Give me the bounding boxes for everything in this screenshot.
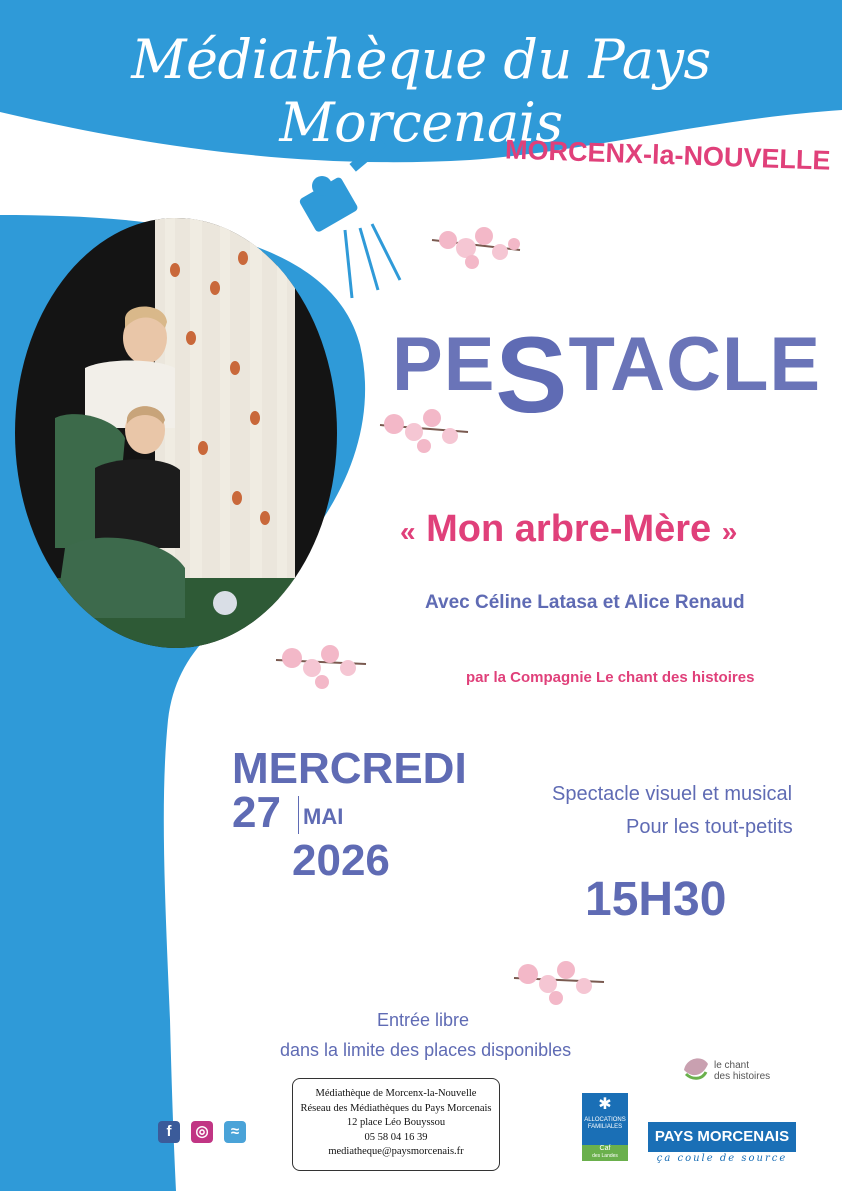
pays-morcenais-tagline: ça coule de source <box>656 1153 788 1164</box>
date-month: MAI <box>303 804 344 829</box>
date-day: 27 <box>232 788 281 837</box>
blossom-branch-4 <box>514 961 604 1005</box>
chant-line1: le chant <box>714 1060 750 1071</box>
address-line4: 05 58 04 16 39 <box>364 1131 428 1143</box>
event-title-big-letter: S <box>495 314 569 435</box>
address-line1: Médiathèque de Morcenx-la-Nouvelle <box>315 1088 477 1099</box>
social-other-icon[interactable]: ≈ <box>224 1121 246 1143</box>
description-line1: Spectacle visuel et musical <box>552 783 793 805</box>
projector-icon <box>298 138 400 298</box>
chant-des-histoires-logo <box>714 1060 770 1082</box>
caf-sub: des Landes <box>592 1153 618 1159</box>
company-line: par la Compagnie Le chant des histoires <box>466 669 755 686</box>
address-email: mediatheque@paysmorcenais.fr <box>328 1146 464 1157</box>
address-box <box>292 1078 500 1171</box>
show-title <box>400 508 737 551</box>
caf-logo <box>582 1093 628 1161</box>
event-time: 15H30 <box>585 873 727 926</box>
date-divider <box>298 796 299 834</box>
blossom-branch-3 <box>276 645 366 689</box>
event-title-part1: PE <box>392 322 496 407</box>
header-title: Médiathèque du Pays Morcenais <box>131 28 711 154</box>
show-title-text: Mon arbre-Mère <box>415 508 722 550</box>
open-quote: « <box>400 516 416 547</box>
town-name: MORCENX-la-NOUVELLE <box>504 134 831 176</box>
date-weekday: MERCREDI <box>232 744 467 793</box>
caf-name: Caf <box>599 1145 611 1152</box>
entry-line1: Entrée libre <box>377 1010 470 1030</box>
address-line3: 12 place Léo Bouyssou <box>346 1117 446 1128</box>
event-title-part2: TACLE <box>568 322 822 407</box>
address-line2: Réseau des Médiathèques du Pays Morcenais <box>300 1102 492 1114</box>
bird-icon <box>680 1050 712 1086</box>
instagram-icon[interactable]: ◎ <box>191 1121 213 1143</box>
performance-photo <box>15 218 337 648</box>
date-year: 2026 <box>292 836 390 885</box>
blossom-branch-1 <box>432 227 520 269</box>
chant-line2: des histoires <box>714 1071 771 1082</box>
caf-star-icon: ✱ <box>598 1096 612 1113</box>
blossom-branch-2 <box>380 409 468 453</box>
event-title <box>392 290 822 435</box>
caf-bottom <box>582 1145 628 1161</box>
caf-top-text: ALLOCATIONS FAMILIALES <box>584 1117 626 1130</box>
cast-line: Avec Céline Latasa et Alice Renaud <box>425 592 745 613</box>
close-quote: » <box>721 516 738 547</box>
facebook-icon[interactable]: f <box>158 1121 180 1143</box>
description-line2: Pour les tout-petits <box>626 816 793 838</box>
entry-line2: dans la limite des places disponibles <box>280 1040 572 1060</box>
pays-morcenais-logo: PAYS MORCENAIS <box>648 1122 796 1152</box>
